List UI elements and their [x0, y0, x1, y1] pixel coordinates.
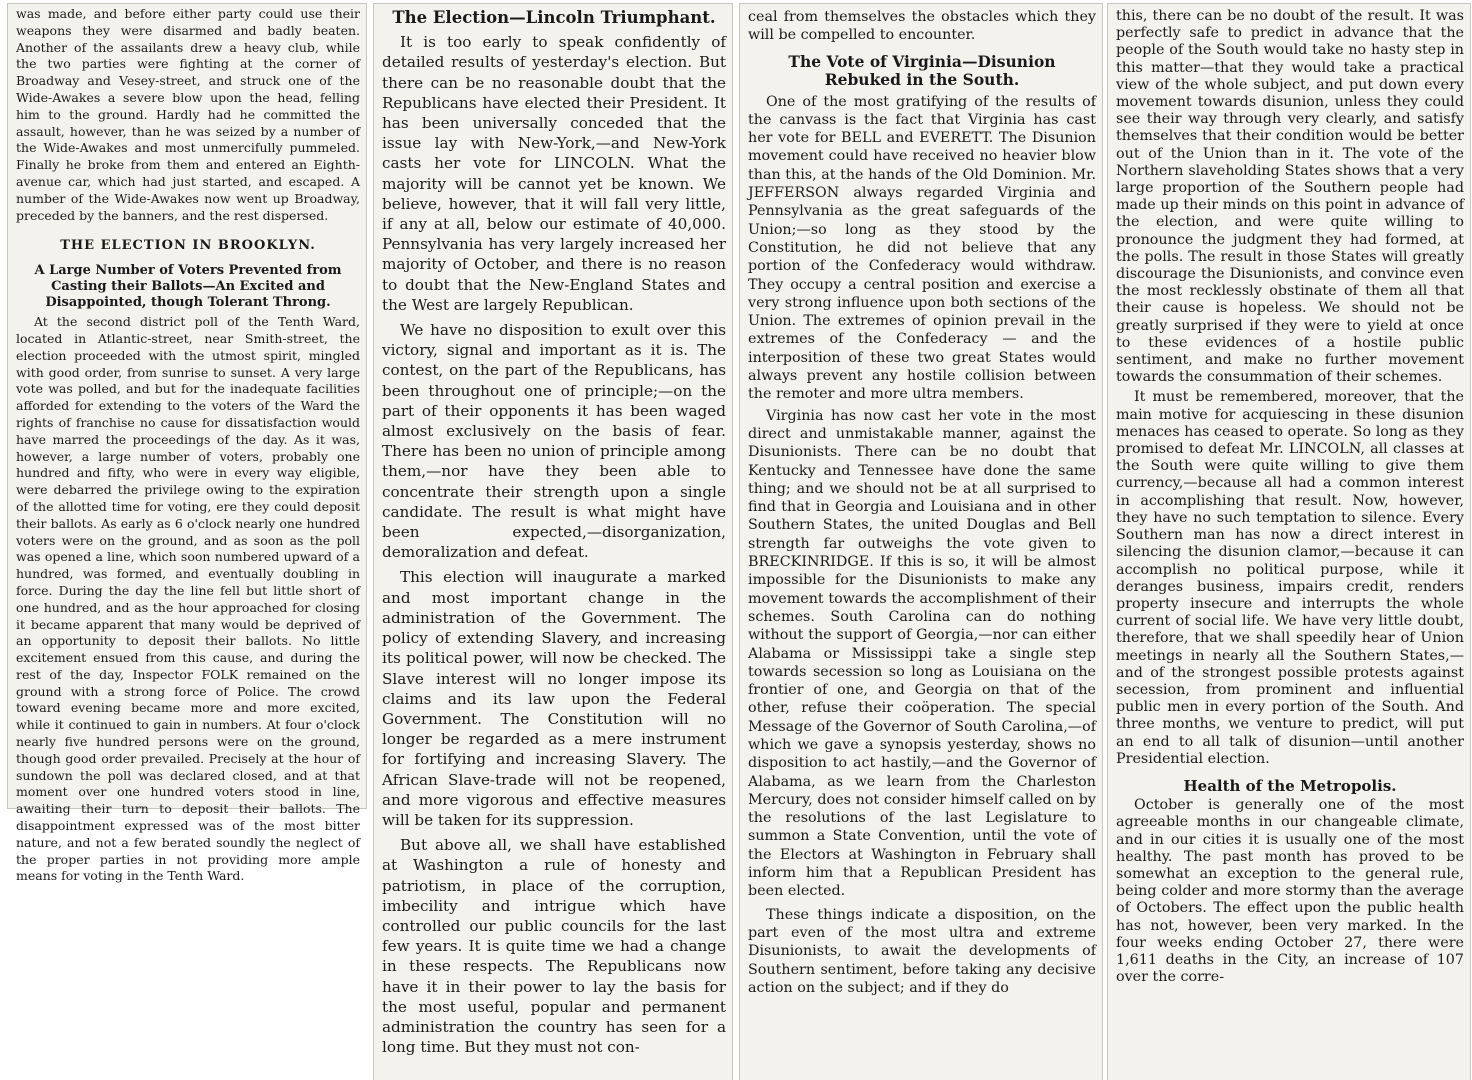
article-headline: The Vote of Virginia—Disunion Rebuked in the South. — [788, 51, 1056, 89]
article-paragraph: At the second district poll of the Tenth Ward, located in Atlantic-street, near Smith-street, the election proceeded with the utmost spirit, mingled with good order, from sunrise to sunset. A very large vote was polled, and but for the inadequate facilities afforded for extending to the voters of the Ward the rights of franchise no cause for dissatisfaction would have marred the proceedings of the day. As it was, however, a large number of voters, probably one hundred and fifty, who were in every way eligible, were debarred the privilege owing to the expiration of the allotted time for voting, ere they could deposit their ballots. As early as 6 o'clock nearly one hundred voters were on the ground, and as soon as the poll was opened a line, which soon numbered upward of a hundred, was formed, and eventually doubling in force. During the day the line fell but little short of one hundred, and as the hour approached for closing it became apparent that many would be deprived of an opportunity to deposit their ballots. No little excitement ensued from this cause, and during the rest of the day, Inspector FOLK remained on the ground with a strong force of Police. The crowd toward evening became more and more excited, while it continued to gain in numbers. At four o'clock nearly five hundred persons were on the ground, though good order prevailed. Precisely at the hour of sundown the poll was declared closed, and at that moment over one hundred voters stood in line, awaiting their turn to deposit their ballots. The disappointment expressed was of the most bitter nature, and not a few berated soundly the neglect of the proper parties in not providing more ample means for voting in the Tenth Ward. — [16, 314, 360, 884]
article-paragraph: ceal from themselves the obstacles which they will be compelled to encounter. — [748, 9, 1096, 44]
article-paragraph: It must be remembered, moreover, that the main motive for acquiescing in these disunion menaces has ceased to operate. So long as they promised to defeat Mr. LINCOLN, all classes at the South were quite willing to give them currency,—because all had a common interest in accomplishing that result. Now, however, they have no such temptation to silence. Every Southern man has now a direct interest in silencing the disunion clamor,—because it can accomplish no political purpose, while it deranges business, impairs credit, renders property insecure and interrupts the whole current of social life. We have very little doubt, therefore, that we shall speedily hear of Union meetings in nearly all the Southern States,—and of the strongest possible protests against secession, from prominent and influential public men in every portion of the South. And three months, we venture to predict, will put an end to all talk of disunion—until another Presidential election. — [1116, 389, 1464, 767]
article-paragraph: Virginia has now cast her vote in the most direct and unmistakable manner, against the Disunionists. There can be no doubt that Kentucky and Tennessee have done the same thing; and we should not be at all surprised to find that in Georgia and Louisiana and in other Southern States, the united Douglas and Bell strength far outweighs the vote given to BRECKINRIDGE. If this is so, it will be almost impossible for the Disunionists to make any movement towards the accomplishment of their schemes. South Carolina can do nothing without the support of Georgia,—nor can either Alabama or Mississippi take a single step towards secession so long as Louisiana on the frontier of one, and Georgia on that of the other, refuse their coöperation. The special Message of the Governor of South Carolina,—of which we gave a synopsis yesterday, shows no disposition to act hastily,—and the Governor of Alabama, as we learn from the Charleston Mercury, does not consider himself called on by the resolutions of the last Legislature to summon a State Convention, until the vote of the Electors at Washington in February shall inform him that a Republican President has been elected. — [748, 407, 1096, 900]
section-heading: THE ELECTION IN BROOKLYN. — [60, 238, 316, 254]
article-column-brooklyn — [8, 4, 366, 884]
article-paragraph: this, there can be no doubt of the result. It was perfectly safe to predict in advance that the people of the South would take no hasty step in this matter—that they would take a practical view of the whole subject, and put down every movement towards disunion, unless they could see their way through very clearly, and satisfy themselves that their condition would be better out of the Union than in it. The vote of the Northern slaveholding States shows that a very large proportion of the Southern people had made up their minds on this point in advance of the election, and were quite willing to pronounce the judgment they had formed, at the polls. The result in those States will greatly discourage the Disunionists, and convince even the most recklessly obstinate of them all that their cause is hopeless. We should not be greatly surprised if they were to yield at once to these evidences of a hostile public sentiment, and make no further movement towards the consummation of their schemes. — [1116, 8, 1464, 386]
article-paragraph: This election will inaugurate a marked and most important change in the administration of the Government. The policy of extending Slavery, and increasing its political power, will now be checked. The Slave interest will no longer impose its claims and its law upon the Federal Government. The Constitution will no longer be regarded as a mere instrument for fortifying and increasing Slavery. The African Slave-trade will not be reopened, and more vigorous and effective measures will be taken for its suppression. — [382, 568, 726, 829]
article-paragraph: We have no disposition to exult over this victory, signal and important as it is. The contest, on the part of the Republicans, has been throughout one of principle;—on the part of their opponents it has been waged almost exclusively on the basis of fear. There has been no union of principle among them,—nor have they been able to concentrate their strength upon a single candidate. The result is what might have been expected,—disorganization, demoralization and defeat. — [382, 321, 726, 562]
article-paragraph: It is too early to speak confidently of detailed results of yesterday's election. But there can be no reasonable doubt that the Republicans have elected their President. It has been universally conceded that the issue lay with New-York,—and New-York casts her vote for LINCOLN. What the majority will be cannot yet be known. We believe, however, that it will fall very little, if any at all, below our estimate of 40,000. Pennsylvania has very largely increased her majority of October, and there is no reason to doubt that the New-England States and the West are largely Republican. — [382, 33, 726, 314]
article-paragraph: These things indicate a disposition, on the part even of the most ultra and extreme Disunionists, to await the developments of Southern sentiment, before taking any decisive action on the subject; and if they do — [748, 906, 1096, 996]
article-headline: The Election—Lincoln Triumphant. — [392, 8, 716, 27]
article-column-virginia — [740, 4, 1102, 1080]
article-paragraph: was made, and before either party could use their weapons they were disarmed and badly beaten. Another of the assailants drew a heavy club, while the two parties were fighting at the corner of Broadway and Vesey-street, and struck one of the Wide-Awakes a severe blow upon the head, felling him to the ground. Hardly had he committed the assault, however, than he was seized by a number of the Wide-Awakes and most unmercifully pummeled. Finally he broke from them and entered an Eighth-avenue car, which had just started, and escaped. A number of the Wide-Awakes now went up Broadway, preceded by the banners, and the rest dispersed. — [16, 6, 360, 223]
article-column-lincoln — [374, 4, 732, 1080]
article-paragraph: But above all, we shall have established at Washington a rule of honesty and patriotism, in place of the corruption, imbecility and intrigue which have controlled our public councils for the last few years. It is quite time we had a change in these respects. The Republicans now have it in their power to lay the basis for the most useful, popular and permanent administration the country has seen for a long time. But they must not con- — [382, 836, 726, 1057]
section-subheading: A Large Number of Voters Prevented from Casting their Ballots—An Excited and Disappointed, though Tolerant Throng. — [34, 263, 342, 311]
article-headline: Health of the Metropolis. — [1183, 776, 1397, 795]
article-column-disunion-health — [1108, 4, 1470, 1080]
article-paragraph: October is generally one of the most agreeable months in our changeable climate, and in our cities it is usually one of the most healthy. The past month has proved to be somewhat an exception to the general rule, being colder and more stormy than the average of Octobers. The effect upon the public health has not, however, been very marked. In the four weeks ending October 27, there were 1,611 deaths in the City, an increase of 107 over the corre- — [1116, 797, 1464, 986]
article-paragraph: One of the most gratifying of the results of the canvass is the fact that Virginia has cast her vote for BELL and EVERETT. The Disunion movement could have received no heavier blow than this, at the hands of the Old Dominion. Mr. JEFFERSON always regarded Virginia and Pennsylvania as the great safeguards of the Union;—so long as they stood by the Constitution, he did not believe that any portion of the Confederacy would withdraw. They occupy a central position and exercise a very strong influence upon both sections of the Union. The extremes of opinion prevail in the extremes of the Confederacy — and the interposition of these two great States would always prevent any hostile collision between the remoter and more ultra members. — [748, 93, 1096, 403]
